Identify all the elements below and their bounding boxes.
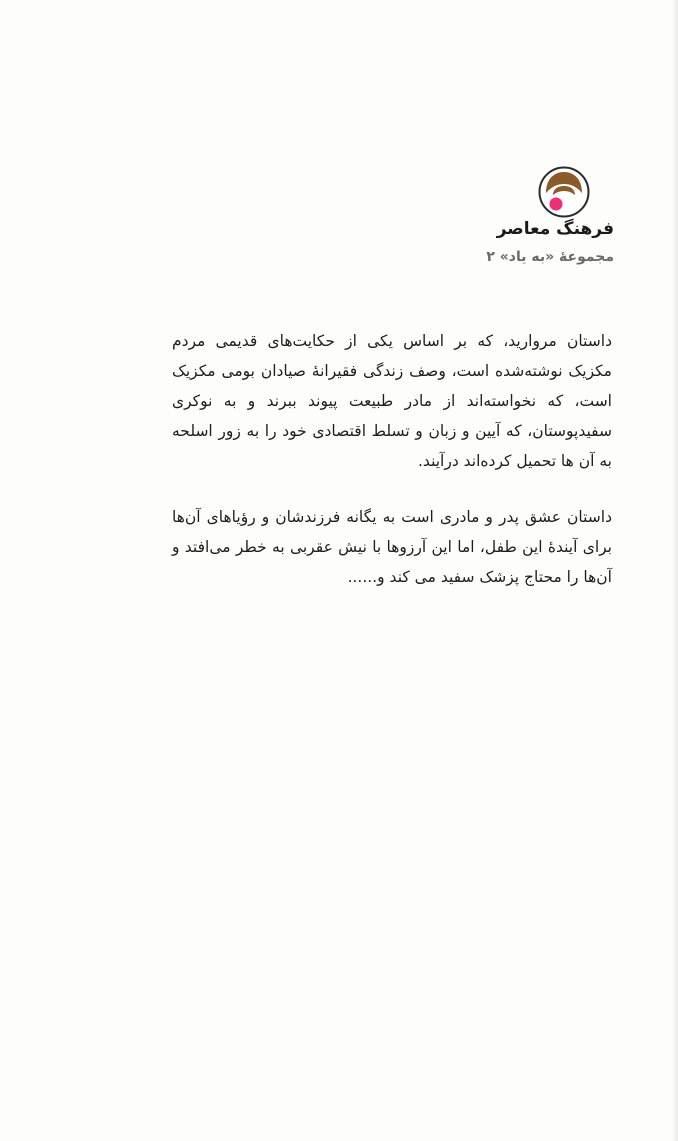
back-cover-blurb <box>172 326 612 618</box>
blurb-paragraph-1: داستان مروارید، که بر اساس یکی از حکایت‌های قدیمی مردم مکزیک نوشته‌شده است، وصف زندگی فقیرانهٔ صیادان بومی مکزیک است، که نخواسته‌اند از مادر طبیعت پیوند ببرند و به نوکری سفیدپوستان، که آیین و زبان و تسلط اقتصادی خود را به زور اسلحه به آن ها تحمیل کرده‌اند درآیند. <box>172 332 612 470</box>
series-name: مجموعهٔ «به یاد» ۲ <box>486 249 614 265</box>
publisher-name: فرهنگ معاصر <box>496 219 614 239</box>
blurb-paragraph-2: داستان عشق پدر و مادری است به یگانه فرزندشان و رؤیاهای آن‌ها برای آیندهٔ این طفل، اما این آرزوها با نیش عقربی به خطر می‌افتد و آن‌ها را محتاج پزشک سفید می کند و...... <box>172 508 612 586</box>
page-edge-shadow <box>672 0 678 1141</box>
publisher-logo-icon <box>538 166 590 218</box>
